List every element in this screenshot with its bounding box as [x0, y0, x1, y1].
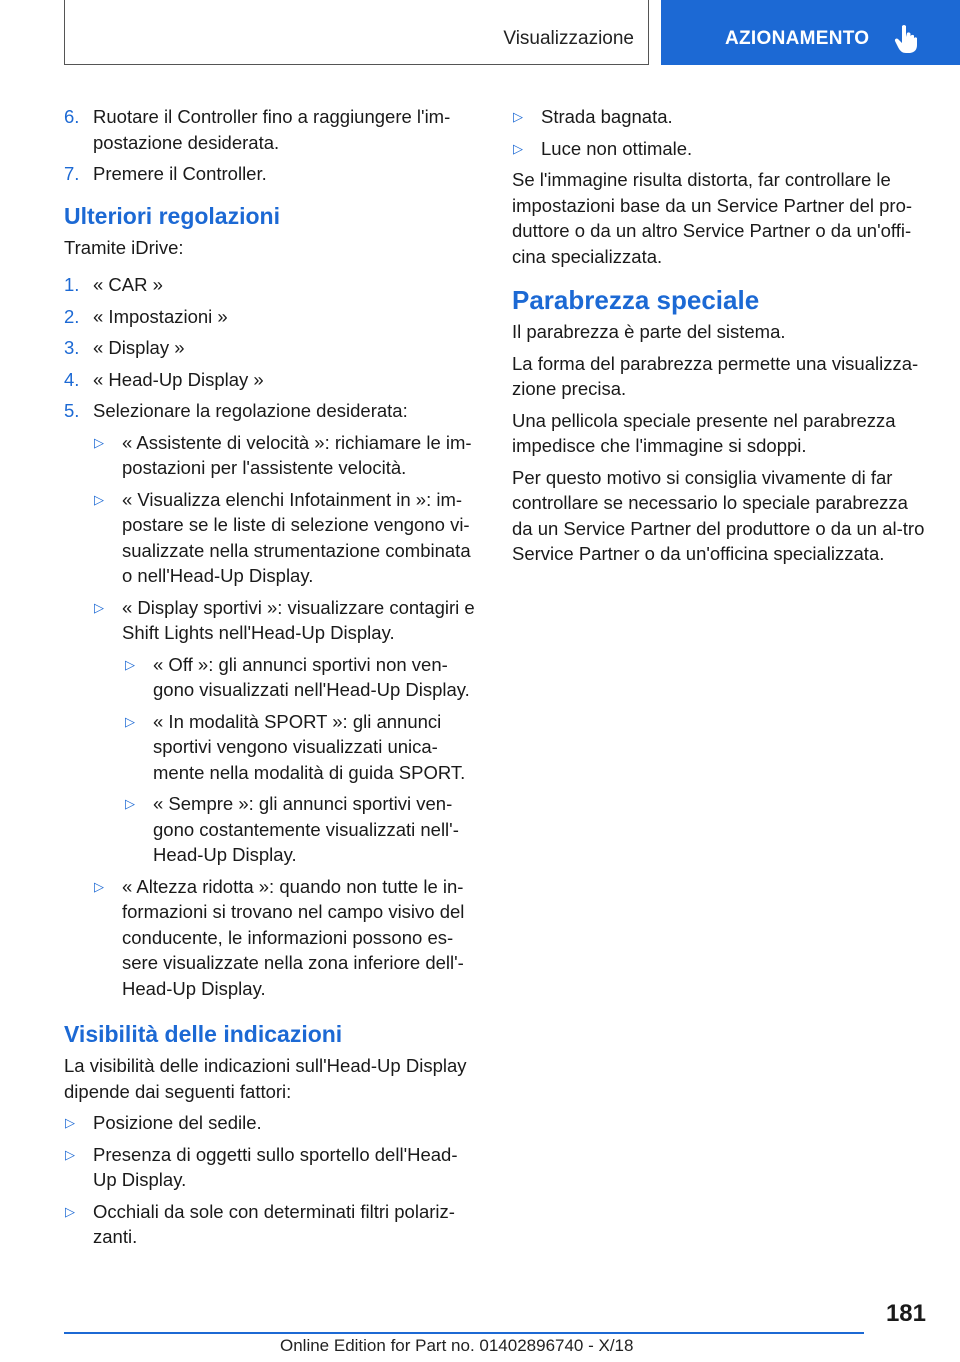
heading-parabrezza-speciale: Parabrezza speciale — [512, 285, 760, 315]
list-item — [93, 487, 478, 589]
list-item-text: « Sempre »: gli annunci sportivi ven-gono costantemente visualizzati nell'-Head-Up Display. — [153, 793, 459, 865]
list-item-text: « Assistente di velocità »: richiamare le im-postazioni per l'assistente velocità. — [122, 431, 472, 478]
triangle-bullet-icon: ▷ — [65, 1115, 75, 1130]
list-item-text: « Visualizza elenchi Infotainment in »: im-postare se le liste di selezione vengono vi-sualizzate nella strumentazione combinata o nell'Head-Up Display. — [122, 488, 471, 586]
triangle-bullet-icon: ▷ — [125, 656, 135, 672]
triangle-bullet-icon: ▷ — [513, 140, 523, 156]
list-item-text: « In modalità SPORT »: gli annunci sportivi vengono visualizzati unica-mente nella modalità di guida SPORT. — [153, 710, 466, 783]
list-item — [124, 791, 478, 868]
right-column — [512, 104, 927, 573]
step-item — [64, 304, 478, 330]
heading-ulteriori-regolazioni: Ulteriori regolazioni — [64, 202, 280, 229]
step-number: 1. — [64, 274, 80, 295]
step-item — [64, 161, 478, 187]
triangle-bullet-icon: ▷ — [125, 713, 135, 729]
list-item-text: Posizione del sedile. — [93, 1112, 262, 1133]
triangle-bullet-icon: ▷ — [94, 491, 104, 507]
step-text: « Head-Up Display » — [93, 368, 264, 390]
triangle-bullet-icon: ▷ — [65, 1146, 75, 1162]
list-item — [512, 104, 927, 130]
step-text: « Display » — [93, 337, 185, 358]
chapter-title: AZIONAMENTO — [725, 28, 870, 49]
list-item-text: « Off »: gli annunci sportivi non ven-gono visualizzati nell'Head-Up Display. — [153, 653, 470, 700]
step-number: 7. — [64, 163, 80, 184]
step-text: Premere il Controller. — [93, 163, 267, 184]
list-item-text: Strada bagnata. — [541, 106, 673, 127]
triangle-bullet-icon: ▷ — [94, 599, 104, 615]
list-item — [93, 430, 478, 481]
list-item — [124, 652, 478, 703]
step-item — [64, 104, 478, 155]
step-text: « CAR » — [93, 274, 163, 295]
paragraph-distorta: Se l'immagine risulta distorta, far controllare le impostazioni base da un Service Partner del pro-duttore o da un altro Service Partner o da un'offi-cina specializzata. — [512, 169, 913, 267]
list-item-text: « Display sportivi »: visualizzare contagiri e Shift Lights nell'Head-Up Display. — [122, 596, 475, 643]
footer-edition: Online Edition for Part no. 01402896740 - X/18 — [280, 1336, 634, 1355]
paragraph-parabrezza-3: Una pellicola speciale presente nel parabrezza impedisce che l'immagine si sdoppi. — [512, 409, 896, 456]
list-item-text: Presenza di oggetti sullo sportello dell'Head-Up Display. — [93, 1143, 458, 1190]
list-item-text: Luce non ottimale. — [541, 137, 693, 159]
triangle-bullet-icon: ▷ — [65, 1203, 75, 1219]
step-number: 6. — [64, 106, 80, 127]
list-item — [124, 709, 478, 786]
pointing-hand-icon — [893, 24, 919, 54]
triangle-bullet-icon: ▷ — [94, 878, 104, 894]
list-item-text: Occhiali da sole con determinati filtri polariz-zanti. — [93, 1200, 455, 1247]
list-item — [64, 1142, 478, 1193]
footer-divider — [64, 1332, 864, 1334]
triangle-bullet-icon: ▷ — [513, 109, 523, 124]
step-text: Ruotare il Controller fino a raggiungere l'im-postazione desiderata. — [93, 106, 451, 153]
paragraph-tramite: Tramite iDrive: — [64, 236, 184, 258]
list-item — [64, 1199, 478, 1250]
chapter-tab — [661, 0, 960, 65]
list-item — [93, 595, 478, 646]
triangle-bullet-icon: ▷ — [94, 434, 104, 450]
step-number: 5. — [64, 400, 80, 421]
paragraph-parabrezza-1: Il parabrezza è parte del sistema. — [512, 321, 786, 342]
step-number: 2. — [64, 305, 80, 327]
step-item — [64, 367, 478, 393]
step-item — [64, 398, 478, 424]
left-column — [64, 104, 478, 1256]
step-text: Selezionare la regolazione desiderata: — [93, 400, 408, 421]
step-number: 4. — [64, 368, 80, 390]
paragraph-visibilita-intro: La visibilità delle indicazioni sull'Head-Up Display dipende dai seguenti fattori: — [64, 1055, 467, 1102]
list-item — [64, 1110, 478, 1136]
triangle-bullet-icon: ▷ — [125, 796, 135, 811]
paragraph-parabrezza-2: La forma del parabrezza permette una visualizza-zione precisa. — [512, 352, 919, 399]
list-item-text: « Altezza ridotta »: quando non tutte le in-formazioni si trovano nel campo visivo del conducente, le informazioni possono es-sere visualizzate nella zona inferiore dell'-Head-Up Display. — [122, 875, 465, 999]
heading-visibilita: Visibilità delle indicazioni — [64, 1021, 343, 1047]
list-item — [512, 136, 927, 162]
step-text: « Impostazioni » — [93, 305, 228, 327]
step-item — [64, 272, 478, 298]
section-title: Visualizzazione — [503, 28, 634, 49]
step-number: 3. — [64, 337, 80, 358]
paragraph-parabrezza-4: Per questo motivo si consiglia vivamente di far controllare se necessario lo speciale parabrezza da un Service Partner del produttore o da un al-tro Service Partner o da un'officina specializzata. — [512, 466, 925, 564]
step-item — [64, 335, 478, 361]
section-header — [64, 0, 649, 65]
list-item — [93, 874, 478, 1002]
page-number: 181 — [885, 1300, 926, 1327]
